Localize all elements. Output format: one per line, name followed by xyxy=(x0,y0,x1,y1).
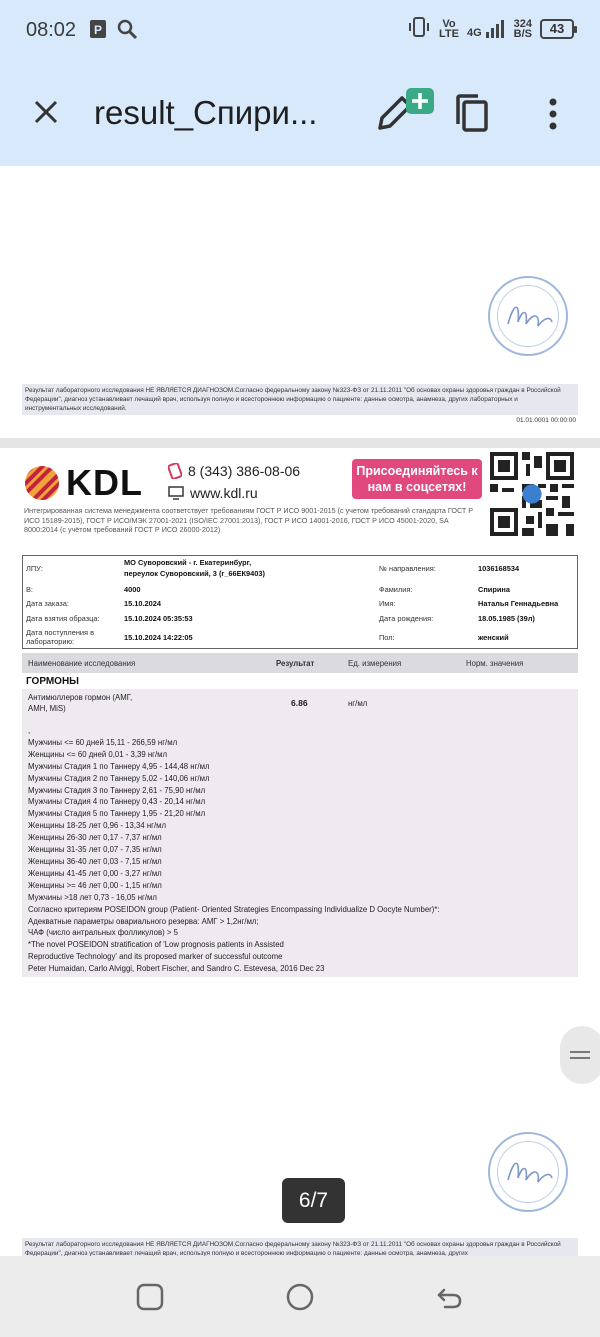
birth-date-label: Дата рождения: xyxy=(379,614,434,623)
reference-line: Мужчины Стадия 2 по Таннеру 5,02 - 140,06 нг/мл xyxy=(28,773,210,783)
results-table-header xyxy=(22,653,578,673)
svg-text:P: P xyxy=(94,23,103,37)
edit-pencil-icon xyxy=(372,88,438,134)
close-button[interactable] xyxy=(28,94,64,130)
edit-button[interactable] xyxy=(372,88,438,134)
reference-line: Адекватные параметры овариального резерва: АМГ > 1,2нг/мл; xyxy=(28,916,259,926)
reference-line: Reproductive Technology' and its proposed marker of successful outcome xyxy=(28,952,283,962)
referral-label: № направления: xyxy=(379,564,436,573)
parking-icon xyxy=(88,18,108,45)
lab-phone: 8 (343) 386-08-06 xyxy=(188,463,301,479)
disclaimer-bottom: Результат лабораторного исследования НЕ ЯВЛЯЕТСЯ ДИАГНОЗОМ.Согласно федеральному закону №323-ФЗ от 21.11.2011 "Об основах охраны здоровья граждан в Российской Федерации", диагноз устанавливает лечащий врач, используя полную и всестороннюю информацию о пациенте: данные осмотра, анамнеза, других xyxy=(22,1238,578,1256)
arrival-label-line2: лабораторию: xyxy=(26,637,75,646)
search-icon xyxy=(116,18,138,45)
reference-line: Мужчины Стадия 1 по Таннеру 4,95 - 144,48 нг/мл xyxy=(28,761,210,771)
test-name: Антимюллеров гормон (АМГ, AMH, MiS) xyxy=(28,693,133,713)
reference-line: Женщины 18-25 лет 0,96 - 13,34 нг/мл xyxy=(28,821,167,831)
reference-line: Мужчины Стадия 3 по Таннеру 2,61 - 75,90 нг/мл xyxy=(28,785,206,795)
more-options-button[interactable] xyxy=(538,92,568,136)
sample-date-value: 15.10.2024 05:35:53 xyxy=(124,614,193,623)
network-speed: 324 B/S xyxy=(513,17,532,40)
reference-line: Женщины 26-30 лет 0,17 - 7,37 нг/мл xyxy=(28,833,162,843)
order-date-value: 15.10.2024 xyxy=(124,599,161,608)
reference-line: Женщины 31-35 лет 0,07 - 7,35 нг/мл xyxy=(28,845,162,855)
arrival-value: 15.10.2024 14:22:05 xyxy=(124,633,193,642)
back-arrow-icon xyxy=(435,1282,465,1312)
page-separator xyxy=(0,438,600,448)
square-icon xyxy=(135,1282,165,1312)
vibrate-icon xyxy=(407,16,431,41)
doctor-value: 4000 xyxy=(124,585,141,594)
social-banner: Присоединяйтесь к нам в соцсетях! xyxy=(352,459,482,499)
battery-icon: 43 xyxy=(540,19,574,39)
qr-code xyxy=(490,452,574,536)
app-bar xyxy=(0,62,600,166)
document-viewer[interactable] xyxy=(0,166,600,1256)
reference-line: Мужчины Стадия 5 по Таннеру 1,95 - 21,20 нг/мл xyxy=(28,809,206,819)
lab-contacts xyxy=(168,462,300,506)
reference-line: Peter Humaidan, Carlo Alviggi, Robert Fischer, and Sandro C. Estevesa, 2016 Dec 23 xyxy=(28,964,325,974)
doctor-label: В: xyxy=(26,585,33,594)
signature-stamp-2 xyxy=(488,1132,568,1212)
more-vertical-icon xyxy=(538,92,568,136)
copy-button[interactable] xyxy=(452,92,492,136)
result-unit: нг/мл xyxy=(348,699,368,708)
page-indicator: 6/7 xyxy=(282,1178,345,1223)
lpu-value-line2: переулок Суворовский, 3 (r_66ЕК9403) xyxy=(124,569,265,578)
reference-line: , xyxy=(28,726,31,735)
disclaimer-top: Результат лабораторного исследования НЕ ЯВЛЯЕТСЯ ДИАГНОЗОМ.Согласно федеральному закону №323-ФЗ от 21.11.2011 "Об основах охраны здоровья граждан в Российской Федерации", диагноз устанавливает лечащий врач, используя полную и всестороннюю информацию о пациенте: данные осмотра, анамнеза, других лабораторных и инструментальных исследований. xyxy=(22,384,578,415)
reference-line: Мужчины >18 лет 0,73 - 16,05 нг/мл xyxy=(28,892,157,902)
surname-value: Спирина xyxy=(478,585,510,594)
sex-label: Пол: xyxy=(379,633,395,642)
monitor-icon xyxy=(168,486,184,500)
result-value: 6.86 xyxy=(291,698,308,708)
reference-line: Согласно критериям POSEIDON group (Patient- Oriented Strategies Encompassing Individualize D Oocyte Number)*: xyxy=(28,904,440,914)
reference-line: Женщины <= 60 дней 0,01 - 3,39 нг/мл xyxy=(28,749,168,759)
name-label: Имя: xyxy=(379,599,396,608)
status-time: 08:02 xyxy=(26,19,77,41)
close-icon xyxy=(28,94,64,130)
col-reference: Норм. значения xyxy=(466,659,524,668)
section-title: ГОРМОНЫ xyxy=(26,676,79,687)
recent-apps-button[interactable] xyxy=(135,1282,165,1312)
reference-line: Женщины >= 46 лет 0,00 - 1,15 нг/мл xyxy=(28,880,162,890)
kdl-logo xyxy=(24,462,143,504)
copy-icon xyxy=(452,92,492,136)
reference-line: *The novel POSEIDON stratification of 'Low prognosis patients in Assisted xyxy=(28,940,284,950)
kdl-logo-text: KDL xyxy=(66,462,143,503)
reference-line: Женщины 41-45 лет 0,00 - 3,27 нг/мл xyxy=(28,868,162,878)
circle-icon xyxy=(285,1282,315,1312)
patient-info-table xyxy=(22,555,578,649)
col-unit: Ед. измерения xyxy=(348,659,402,668)
iso-certification-text: Интегрированная система менеджмента соответствует требованиям ГОСТ Р ИСО 9001-2015 (с учетом требований стандарта ГОСТ Р ИСО 15189-2015), ГОСТ Р ИСО/МЭК 27001-2021 (ISO/IEC 27001:2013), ГОСТ Р ИСО 14001-2016, ГОСТ Р ИСО 45001-2020, SA 8000:2014 (с учётом требований ГОСТ Р ИСО 26000-2012) xyxy=(24,506,474,534)
reference-line: ЧАФ (число антральных фолликулов) > 5 xyxy=(28,928,178,938)
surname-label: Фамилия: xyxy=(379,585,413,594)
kdl-logo-icon xyxy=(24,465,60,501)
document-title: result_Спири... xyxy=(94,94,318,131)
signature-stamp xyxy=(488,276,568,356)
lpu-value-line1: МО Суворовский - г. Екатеринбург, xyxy=(124,558,252,567)
signal-icon: 4G xyxy=(467,20,506,38)
lpu-label: ЛПУ: xyxy=(26,564,43,573)
order-date-label: Дата заказа: xyxy=(26,599,69,608)
status-bar xyxy=(0,0,600,62)
sample-date-label: Дата взятия образца: xyxy=(26,614,100,623)
result-row xyxy=(22,689,578,977)
col-test-name: Наименование исследования xyxy=(28,659,136,668)
phone-icon xyxy=(168,463,182,479)
birth-date-value: 18.05.1985 (39л) xyxy=(478,614,535,623)
reference-ranges xyxy=(28,725,568,975)
referral-value: 1036168534 xyxy=(478,564,520,573)
scroll-handle[interactable] xyxy=(560,1026,600,1084)
navigation-bar xyxy=(0,1256,600,1337)
reference-line: Мужчины Стадия 4 по Таннеру 0,43 - 20,14 нг/мл xyxy=(28,797,206,807)
sex-value: женский xyxy=(478,633,509,642)
col-result: Результат xyxy=(276,659,315,668)
volte-indicator: Vo LTE xyxy=(438,17,459,40)
reference-line: Мужчины <= 60 дней 15,11 - 266,59 нг/мл xyxy=(28,737,178,747)
disclaimer-code: 01.01.0001 00:00:00 xyxy=(516,417,576,424)
name-value: Наталья Геннадьевна xyxy=(478,599,559,608)
home-button[interactable] xyxy=(285,1282,315,1312)
back-button[interactable] xyxy=(435,1282,465,1312)
reference-line: Женщины 36-40 лет 0,03 - 7,15 нг/мл xyxy=(28,856,162,866)
arrival-label-line1: Дата поступления в xyxy=(26,628,95,637)
lab-website: www.kdl.ru xyxy=(190,485,258,501)
